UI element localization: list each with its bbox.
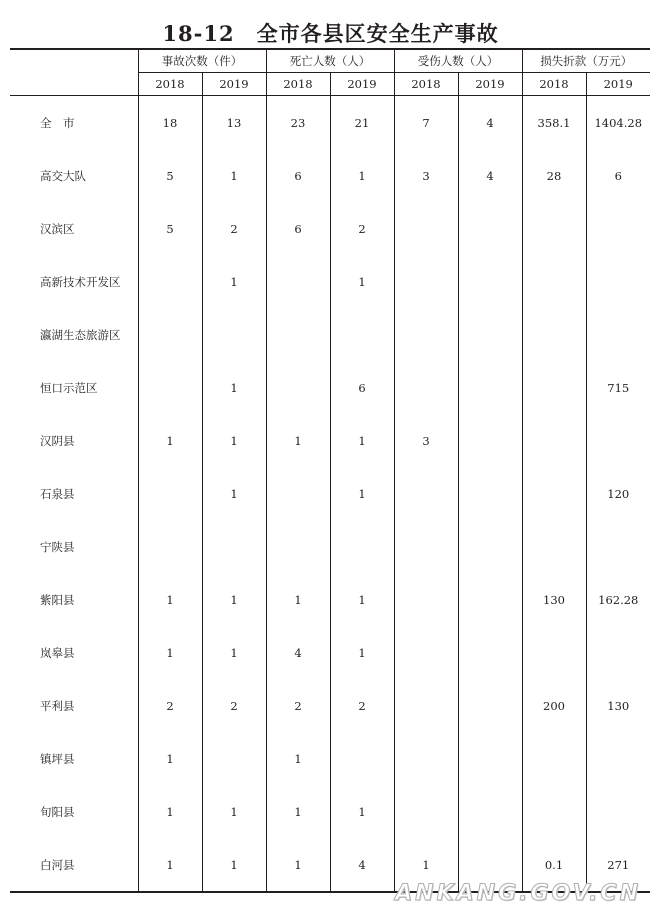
- table-cell: 28: [522, 149, 586, 202]
- table-cell: 6: [586, 149, 650, 202]
- table-cell: 1: [202, 149, 266, 202]
- header-corner: [10, 49, 138, 96]
- table-cell: [202, 520, 266, 573]
- table-row: [10, 149, 650, 202]
- region-name: 恒口示范区: [40, 380, 98, 395]
- header-year: 2018: [394, 73, 458, 96]
- table-cell: [522, 361, 586, 414]
- table-cell: 4: [458, 149, 522, 202]
- table-row: [10, 573, 650, 626]
- table-cell: [458, 255, 522, 308]
- table-cell: [586, 732, 650, 785]
- table-cell: [522, 732, 586, 785]
- table-cell: [330, 308, 394, 361]
- table-cell: [394, 785, 458, 838]
- header-injuries: 受伤人数（人）: [394, 49, 522, 73]
- table-cell: 6: [266, 202, 330, 255]
- table-cell: [458, 573, 522, 626]
- table-cell: [394, 626, 458, 679]
- table-cell: 1: [202, 785, 266, 838]
- table-cell: 4: [266, 626, 330, 679]
- table-cell: [138, 520, 202, 573]
- table-row: [10, 785, 650, 838]
- region-name: 汉滨区: [40, 221, 75, 236]
- table-cell: 715: [586, 361, 650, 414]
- table-cell: [522, 308, 586, 361]
- table-cell: 7: [394, 96, 458, 150]
- table-cell: [458, 785, 522, 838]
- table-cell: 358.1: [522, 96, 586, 150]
- region-name: 平利县: [40, 698, 75, 713]
- table-cell: 4: [458, 96, 522, 150]
- table-cell: 1: [394, 838, 458, 892]
- table-cell: 2: [202, 202, 266, 255]
- table-cell: 6: [330, 361, 394, 414]
- table-cell: [522, 255, 586, 308]
- table-cell: 1: [202, 838, 266, 892]
- table-cell: 2: [138, 679, 202, 732]
- table-cell: 23: [266, 96, 330, 150]
- table-cell: [586, 785, 650, 838]
- table-cell: 1: [202, 573, 266, 626]
- table-cell: [522, 785, 586, 838]
- table-cell: [266, 308, 330, 361]
- table-row: [10, 679, 650, 732]
- table-row: [10, 361, 650, 414]
- header-accidents: 事故次数（件）: [138, 49, 266, 73]
- table-cell: [266, 361, 330, 414]
- region-name: 汉阴县: [40, 433, 75, 448]
- table-cell: [394, 255, 458, 308]
- statistics-table: [10, 48, 650, 893]
- table-cell: 130: [586, 679, 650, 732]
- table-cell: [458, 467, 522, 520]
- table-cell: 1: [266, 732, 330, 785]
- table-cell: 1: [266, 414, 330, 467]
- table-cell: 3: [394, 414, 458, 467]
- table-cell: 1: [266, 785, 330, 838]
- table-cell: 130: [522, 573, 586, 626]
- table-cell: 1: [202, 361, 266, 414]
- region-name: 高交大队: [40, 168, 86, 183]
- table-row: [10, 308, 650, 361]
- table-cell: 1: [138, 626, 202, 679]
- header-deaths: 死亡人数（人）: [266, 49, 394, 73]
- region-name: 旬阳县: [40, 804, 75, 819]
- table-cell: 1: [330, 626, 394, 679]
- table-cell: 2: [202, 679, 266, 732]
- table-row: [10, 626, 650, 679]
- table-cell: 200: [522, 679, 586, 732]
- table-row: [10, 520, 650, 573]
- header-year: 2018: [266, 73, 330, 96]
- table-cell: [522, 626, 586, 679]
- header-year: 2019: [586, 73, 650, 96]
- table-cell: [458, 361, 522, 414]
- table-cell: 21: [330, 96, 394, 150]
- table-cell: [266, 255, 330, 308]
- region-name: 瀛湖生态旅游区: [40, 327, 121, 342]
- table-cell: [458, 308, 522, 361]
- table-cell: 3: [394, 149, 458, 202]
- table-cell: 271: [586, 838, 650, 892]
- table-cell: 5: [138, 149, 202, 202]
- table-cell: [458, 202, 522, 255]
- table-cell: [138, 308, 202, 361]
- table-cell: [266, 520, 330, 573]
- region-name: 宁陕县: [40, 539, 75, 554]
- table-cell: 0.1: [522, 838, 586, 892]
- region-name: 石泉县: [40, 486, 75, 501]
- table-cell: [394, 732, 458, 785]
- table-cell: [394, 308, 458, 361]
- table-cell: [394, 467, 458, 520]
- table-cell: 162.28: [586, 573, 650, 626]
- table-cell: [394, 573, 458, 626]
- table-cell: 1: [330, 467, 394, 520]
- table-cell: [586, 308, 650, 361]
- table-cell: 2: [330, 202, 394, 255]
- table-cell: 2: [266, 679, 330, 732]
- table-cell: 1: [330, 414, 394, 467]
- table-number: 18-12: [162, 21, 235, 46]
- table-cell: 1: [330, 255, 394, 308]
- region-name: 岚皋县: [40, 645, 75, 660]
- header-year: 2018: [138, 73, 202, 96]
- table-cell: [458, 520, 522, 573]
- table-cell: [266, 467, 330, 520]
- table-cell: [586, 202, 650, 255]
- table-cell: 18: [138, 96, 202, 150]
- table-cell: [138, 255, 202, 308]
- region-name: 紫阳县: [40, 592, 75, 607]
- table-row: [10, 467, 650, 520]
- table-cell: 120: [586, 467, 650, 520]
- table-cell: 1: [138, 785, 202, 838]
- table-cell: 1: [138, 573, 202, 626]
- watermark: ANKANG.GOV.CN: [395, 881, 641, 906]
- table-cell: [330, 732, 394, 785]
- table-cell: 1: [202, 467, 266, 520]
- table-cell: 1: [202, 255, 266, 308]
- table-row: [10, 732, 650, 785]
- table-cell: [522, 202, 586, 255]
- table-row: [10, 202, 650, 255]
- header-year: 2019: [330, 73, 394, 96]
- table-cell: 1: [330, 573, 394, 626]
- region-name: 镇坪县: [40, 751, 75, 766]
- table-cell: 1: [330, 785, 394, 838]
- table-cell: [202, 308, 266, 361]
- table-cell: 1404.28: [586, 96, 650, 150]
- table-cell: 1: [138, 414, 202, 467]
- table-cell: [394, 520, 458, 573]
- table-row: [10, 414, 650, 467]
- table-cell: [458, 626, 522, 679]
- header-year: 2018: [522, 73, 586, 96]
- table-cell: 1: [202, 414, 266, 467]
- region-name: 全 市: [40, 115, 75, 130]
- table-cell: [586, 520, 650, 573]
- table-cell: [522, 414, 586, 467]
- header-group-row: [10, 49, 650, 73]
- table-cell: [202, 732, 266, 785]
- table-cell: 13: [202, 96, 266, 150]
- table-cell: 2: [330, 679, 394, 732]
- table-cell: [522, 467, 586, 520]
- table-cell: 1: [266, 573, 330, 626]
- table-cell: 1: [138, 732, 202, 785]
- table-cell: [586, 255, 650, 308]
- region-name: 白河县: [10, 838, 138, 892]
- table-cell: [394, 202, 458, 255]
- table-cell: 1: [266, 838, 330, 892]
- table-cell: 5: [138, 202, 202, 255]
- table-cell: 1: [330, 149, 394, 202]
- table-cell: 1: [202, 626, 266, 679]
- table-cell: [458, 414, 522, 467]
- table-cell: [586, 414, 650, 467]
- page-title: [0, 18, 661, 48]
- table-cell: [586, 626, 650, 679]
- header-losses: 损失折款（万元）: [522, 49, 650, 73]
- table-cell: [394, 361, 458, 414]
- header-year: 2019: [202, 73, 266, 96]
- header-year: 2019: [458, 73, 522, 96]
- region-name: 高新技术开发区: [40, 274, 121, 289]
- table-title: 全市各县区安全生产事故: [256, 21, 499, 46]
- table-cell: 6: [266, 149, 330, 202]
- table-cell: [394, 679, 458, 732]
- table-row: [10, 96, 650, 150]
- table-cell: [458, 732, 522, 785]
- table-cell: [458, 679, 522, 732]
- table-cell: [138, 467, 202, 520]
- table-cell: 4: [330, 838, 394, 892]
- table-cell: [330, 520, 394, 573]
- table-cell: [138, 361, 202, 414]
- table-cell: 1: [138, 838, 202, 892]
- table-cell: [522, 520, 586, 573]
- table-row: [10, 255, 650, 308]
